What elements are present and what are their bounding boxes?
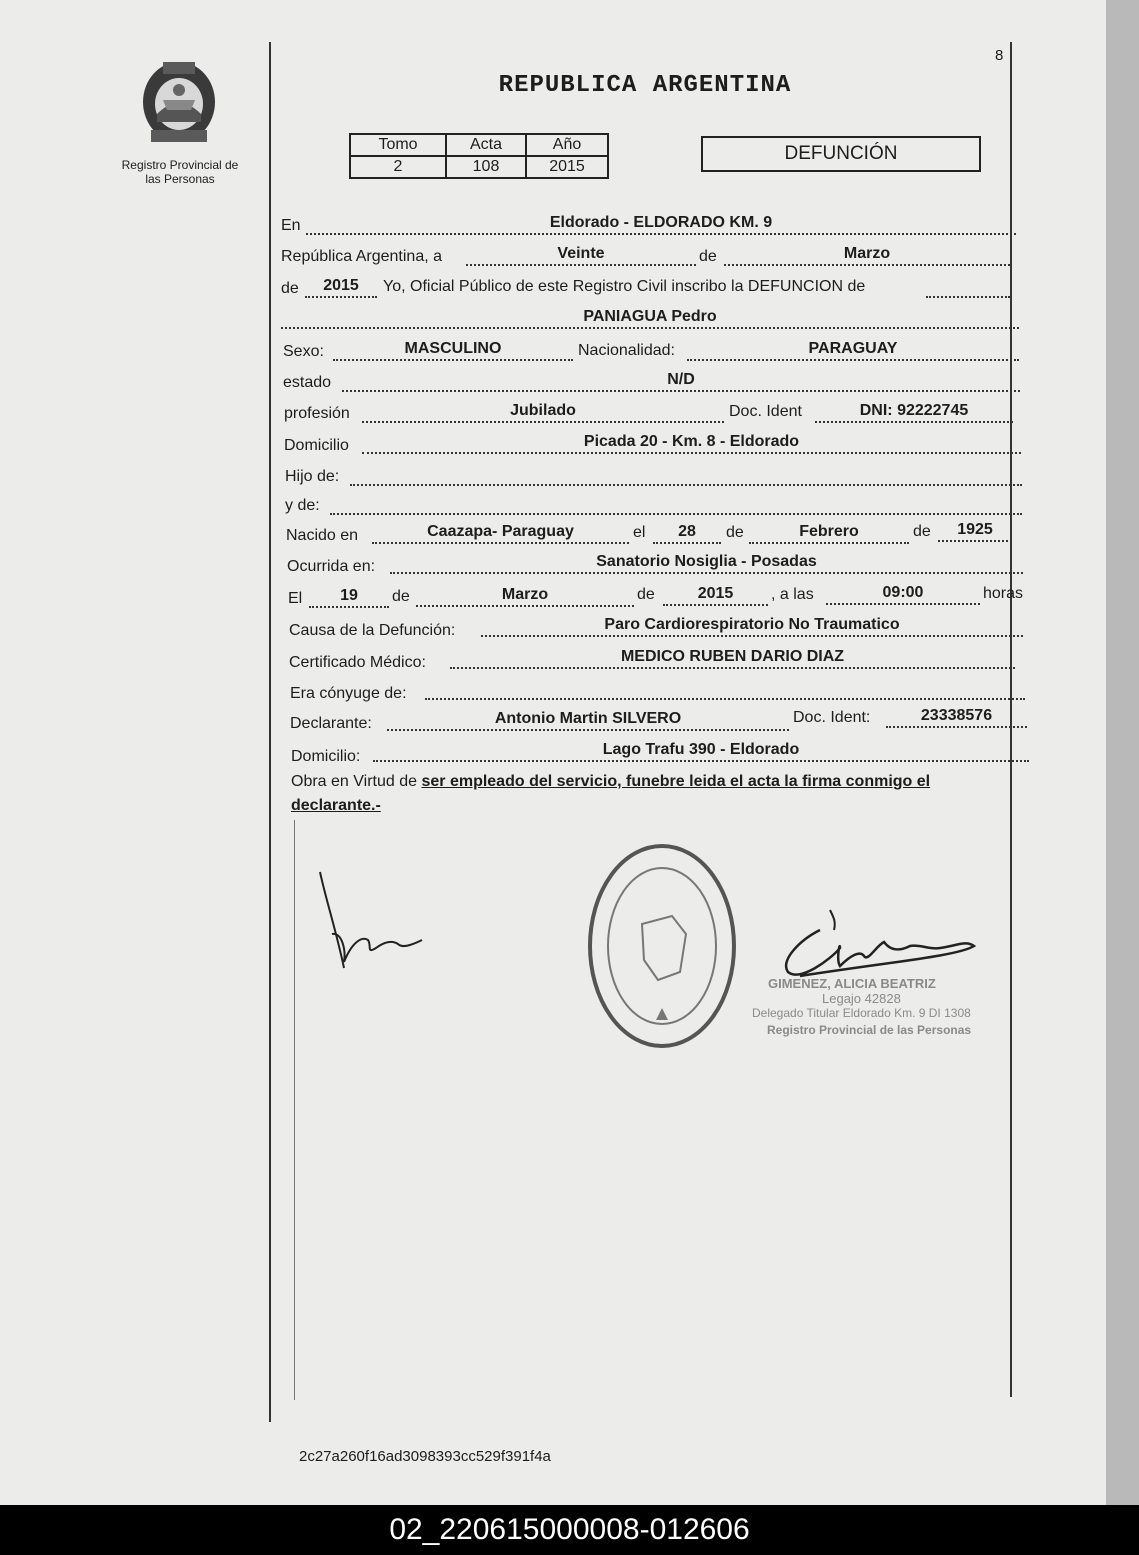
record-value-anio: 2015: [526, 156, 608, 178]
label-de-4: de: [913, 523, 931, 540]
field-anio: 2015: [305, 276, 377, 298]
province-emblem-logo: [133, 52, 225, 148]
field-def-anio: 2015: [663, 584, 768, 606]
label-causa: Causa de la Defunción:: [289, 622, 456, 639]
label-yo: Yo, Oficial Público de este Registro Civil inscribo la DEFUNCION de: [383, 278, 866, 295]
field-causa: Paro Cardiorespiratorio No Traumatico: [481, 615, 1023, 637]
footer-id: 02_220615000008-012606: [389, 1513, 750, 1546]
stamp-line2: Legajo 42828: [822, 991, 901, 1006]
label-de-3: de: [726, 524, 744, 541]
record-table: [349, 133, 609, 179]
field-domicilio: Picada 20 - Km. 8 - Eldorado: [362, 432, 1021, 454]
label-profesion: profesión: [284, 405, 350, 422]
label-doc-ident: Doc. Ident: [729, 403, 802, 420]
registry-name-line2: las Personas: [145, 172, 215, 186]
stamp-line1: GIMENEZ, ALICIA BEATRIZ: [768, 976, 936, 991]
label-obra: Obra en Virtud de: [291, 773, 418, 790]
document-hash: 2c27a260f16ad3098393cc529f391f4a: [299, 1448, 551, 1465]
field-certificado: MEDICO RUBEN DARIO DIAZ: [450, 647, 1015, 669]
margin-line-inner: [294, 820, 295, 1400]
field-hora: 09:00: [826, 583, 980, 605]
margin-line-left: [269, 42, 271, 1422]
label-hijo-de: Hijo de:: [285, 468, 340, 485]
label-de-2: de: [281, 280, 299, 297]
label-y-de: y de:: [285, 497, 320, 514]
record-header-row: [350, 134, 608, 156]
act-type-box: DEFUNCIÓN: [701, 136, 981, 172]
label-domicilio-2: Domicilio:: [291, 748, 361, 765]
field-conyuge: [425, 678, 1025, 700]
field-sexo: MASCULINO: [333, 339, 573, 361]
record-value-tomo: 2: [350, 156, 446, 178]
page-edge-shadow: [1106, 0, 1139, 1505]
field-yo-blank: [926, 276, 1010, 298]
footer-bar: [0, 1505, 1139, 1555]
label-en: En: [281, 217, 301, 234]
field-nacido-en: Caazapa- Paraguay: [372, 522, 629, 544]
field-nacionalidad: PARAGUAY: [687, 339, 1019, 361]
field-mes: Marzo: [724, 244, 1010, 266]
declarant-signature: [318, 870, 430, 980]
label-domicilio: Domicilio: [284, 437, 349, 454]
field-estado: N/D: [342, 370, 1020, 392]
record-header-anio: Año: [526, 134, 608, 156]
field-def-mes: Marzo: [416, 585, 634, 607]
field-hijo-de: [350, 464, 1022, 486]
label-de-5: de: [392, 588, 410, 605]
label-doc-ident-2: Doc. Ident:: [793, 709, 871, 726]
field-obra-line1: ser empleado del servicio, funebre leida el acta la firma conmigo el: [421, 773, 931, 790]
document-title: REPUBLICA ARGENTINA: [498, 72, 792, 99]
page-number: 8: [995, 47, 1004, 64]
label-sexo: Sexo:: [283, 343, 324, 360]
registry-name: [112, 158, 248, 186]
field-y-de: [330, 493, 1022, 515]
label-certificado: Certificado Médico:: [289, 654, 426, 671]
label-a-las: , a las: [771, 586, 814, 603]
field-dia: Veinte: [466, 244, 696, 266]
official-seal: [586, 842, 738, 1050]
record-header-acta: Acta: [446, 134, 526, 156]
field-declarante-domicilio: Lago Trafu 390 - Eldorado: [373, 740, 1029, 762]
record-header-tomo: Tomo: [350, 134, 446, 156]
field-declarante: Antonio Martin SILVERO: [387, 709, 789, 731]
record-value-row: [350, 156, 608, 178]
label-ocurrida-en: Ocurrida en:: [287, 558, 376, 575]
field-doc: DNI: 92222745: [815, 401, 1013, 423]
field-declarante-doc: 23338576: [886, 706, 1027, 728]
field-profesion: Jubilado: [362, 401, 724, 423]
stamp-line4: Registro Provincial de las Personas: [767, 1023, 972, 1037]
label-horas: horas: [983, 585, 1024, 602]
label-el-1: el: [633, 524, 646, 541]
label-nacido-en: Nacido en: [286, 527, 359, 544]
record-value-acta: 108: [446, 156, 526, 178]
label-republica: República Argentina, a: [281, 248, 442, 265]
stamp-line3: Delegado Titular Eldorado Km. 9 DI 1308: [752, 1006, 971, 1020]
field-nac-anio: 1925: [938, 520, 1012, 542]
field-nac-dia: 28: [653, 522, 721, 544]
field-nac-mes: Febrero: [749, 522, 909, 544]
label-nacionalidad: Nacionalidad:: [578, 342, 675, 359]
field-nombre: PANIAGUA Pedro: [281, 307, 1019, 329]
label-declarante: Declarante:: [290, 715, 372, 732]
field-def-dia: 19: [309, 586, 389, 608]
label-el-2: El: [288, 590, 303, 607]
field-lugar: Eldorado - ELDORADO KM. 9: [306, 213, 1016, 235]
field-ocurrida-en: Sanatorio Nosiglia - Posadas: [390, 552, 1023, 574]
label-de-6: de: [637, 586, 655, 603]
registry-name-line1: Registro Provincial de: [121, 158, 239, 172]
label-de-1: de: [699, 248, 717, 265]
field-obra-line2: declarante.-: [291, 797, 381, 814]
obra-en-virtud-text: [291, 770, 1031, 818]
label-estado: estado: [283, 374, 332, 391]
label-conyuge: Era cónyuge de:: [290, 685, 407, 702]
